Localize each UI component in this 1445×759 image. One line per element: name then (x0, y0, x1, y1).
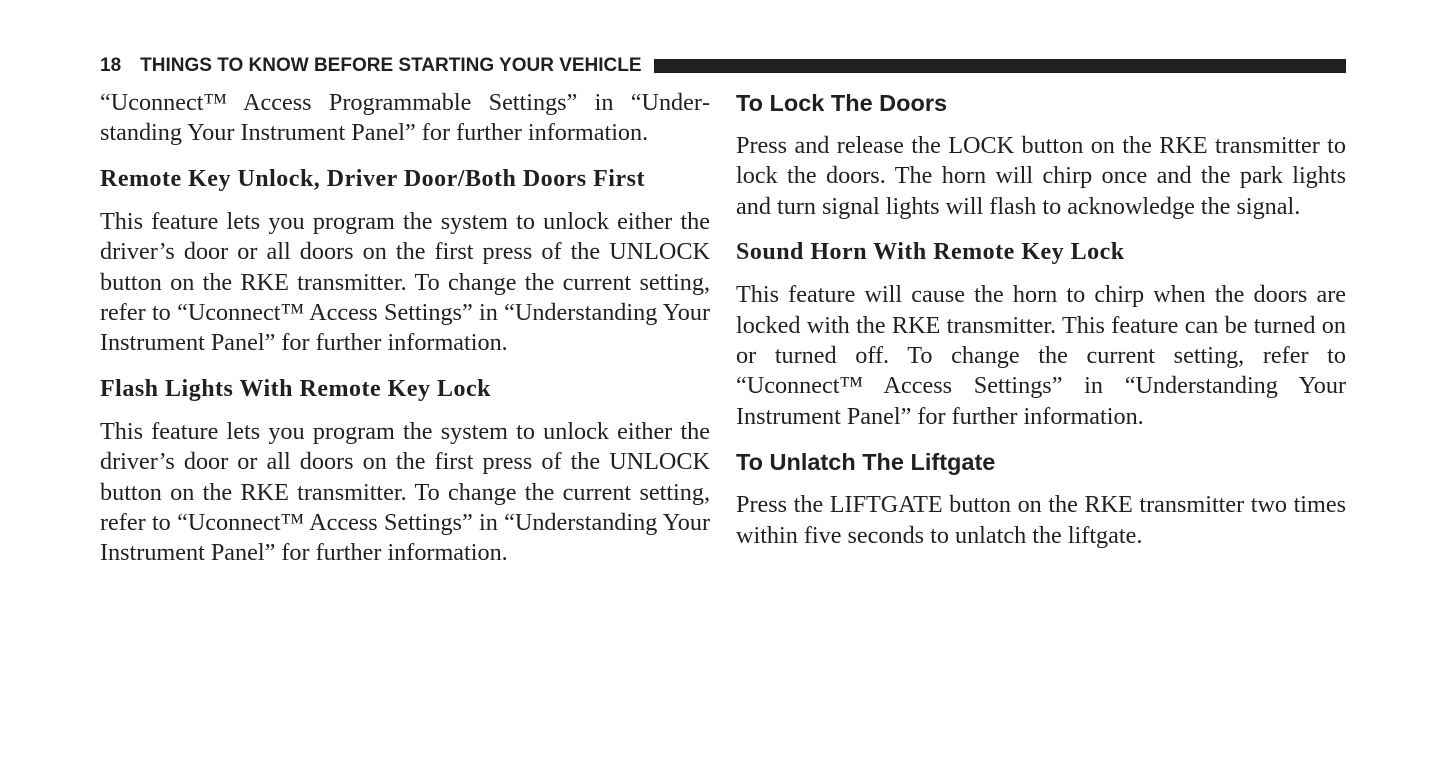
flash-lights-paragraph: This feature lets you program the system to unlock either the driver’s door or all doors on the first press of the UNLOCK button on the RKE transmitter. To change the current setting, refer to “Uconnect™ Access Settings” in “Understanding Your Instrument Panel” for further information. (100, 417, 710, 567)
header-rule (654, 59, 1346, 73)
left-column (100, 88, 710, 569)
right-column (736, 88, 1346, 551)
unlatch-liftgate-heading: To Unlatch The Liftgate (736, 449, 996, 476)
sound-horn-paragraph: This feature will cause the horn to chirp when the doors are locked with the RKE transmitter. This feature can be turned on or turned off. To change the current setting, refer to “Uconnect™ Access Settings” in “Understanding Your Instrument Panel” for further information. (736, 281, 1346, 430)
page-number: 18 (100, 55, 122, 76)
running-head: THINGS TO KNOW BEFORE STARTING YOUR VEHICLE (140, 55, 642, 76)
page-header (100, 54, 1346, 78)
remote-unlock-heading: Remote Key Unlock, Driver Door/Both Doors First (100, 165, 645, 192)
sound-horn-heading: Sound Horn With Remote Key Lock (736, 239, 1125, 266)
remote-unlock-paragraph: This feature lets you program the system to unlock either the driver’s door or all doors on the first press of the UNLOCK button on the RKE transmitter. To change the current setting, refer to “Uconnect™ Access Settings” in “Understanding Your Instrument Panel” for further information. (100, 207, 710, 357)
flash-lights-heading: Flash Lights With Remote Key Lock (100, 375, 491, 402)
lock-doors-paragraph: Press and release the LOCK button on the RKE transmitter to lock the doors. The horn will chirp once and the park lights and turn signal lights will flash to acknowledge the signal. (736, 132, 1346, 220)
lock-doors-heading: To Lock The Doors (736, 90, 948, 116)
intro-paragraph: “Uconnect™ Access Programmable Settings” in “Understanding Your Instrument Panel” for further information. (100, 89, 710, 147)
unlatch-liftgate-paragraph: Press the LIFTGATE button on the RKE transmitter two times within five seconds to unlatch the liftgate. (736, 491, 1346, 549)
